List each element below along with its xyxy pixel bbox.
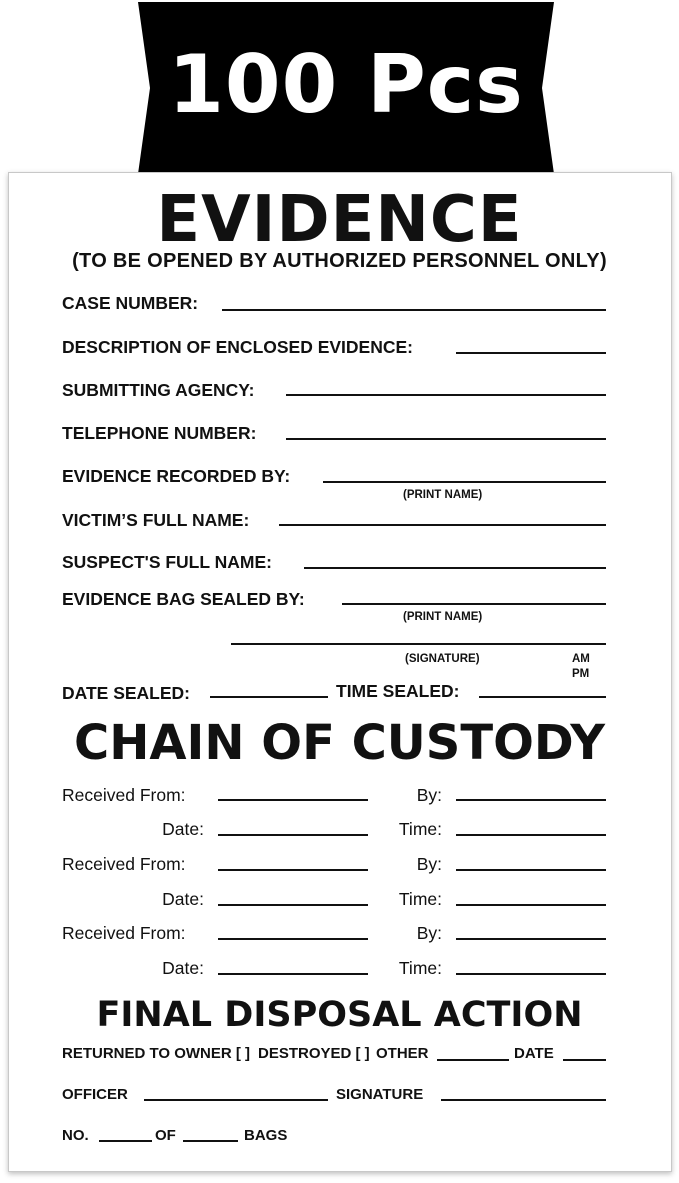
- description-line[interactable]: [456, 352, 606, 354]
- bag-total-line[interactable]: [183, 1140, 238, 1142]
- time-label-1: Time:: [398, 819, 442, 839]
- victim-line[interactable]: [279, 524, 606, 526]
- time-sealed-label: TIME SEALED:: [336, 681, 460, 701]
- description-label: DESCRIPTION OF ENCLOSED EVIDENCE:: [62, 337, 414, 357]
- case-number-label: CASE NUMBER:: [62, 293, 199, 313]
- suspect-line[interactable]: [304, 567, 606, 569]
- by-line-1[interactable]: [456, 799, 606, 801]
- signature-label: SIGNATURE: [336, 1086, 424, 1103]
- received-from-line-3[interactable]: [218, 938, 368, 940]
- received-from-label-3: Received From:: [62, 923, 186, 943]
- sealed-by-label: EVIDENCE BAG SEALED BY:: [62, 589, 305, 609]
- officer-label: OFFICER: [62, 1086, 128, 1103]
- no-label: NO.: [62, 1127, 89, 1144]
- time-line-1[interactable]: [456, 834, 606, 836]
- recorded-by-label: EVIDENCE RECORDED BY:: [62, 466, 291, 486]
- disposal-date-label: DATE: [514, 1045, 554, 1062]
- other-label: OTHER: [376, 1045, 429, 1062]
- agency-line[interactable]: [286, 394, 606, 396]
- signature-line[interactable]: [231, 643, 606, 645]
- telephone-label: TELEPHONE NUMBER:: [62, 423, 257, 443]
- case-number-line[interactable]: [222, 309, 606, 311]
- label-title: EVIDENCE: [156, 183, 523, 257]
- sealed-by-print-name-hint: (PRINT NAME): [403, 611, 483, 623]
- disposal-date-line[interactable]: [563, 1059, 606, 1061]
- label-subtitle: (TO BE OPENED BY AUTHORIZED PERSONNEL ONLY): [72, 250, 607, 272]
- date-sealed-label: DATE SEALED:: [62, 683, 191, 703]
- date-label-3: Date:: [162, 958, 204, 978]
- by-line-3[interactable]: [456, 938, 606, 940]
- time-label-3: Time:: [398, 958, 442, 978]
- banner-text: 100 Pcs: [168, 38, 524, 131]
- am-marker: AM: [572, 653, 590, 665]
- bags-label: BAGS: [244, 1127, 288, 1144]
- date-label-1: Date:: [162, 819, 204, 839]
- chain-of-custody-heading: CHAIN OF CUSTODY: [73, 715, 606, 771]
- date-sealed-line[interactable]: [210, 696, 328, 698]
- officer-line[interactable]: [144, 1099, 328, 1101]
- final-disposal-heading: FINAL DISPOSAL ACTION: [96, 995, 583, 1035]
- time-sealed-line[interactable]: [479, 696, 606, 698]
- date-line-1[interactable]: [218, 834, 368, 836]
- returned-to-owner-checkbox[interactable]: RETURNED TO OWNER [ ]: [62, 1045, 251, 1062]
- date-line-2[interactable]: [218, 904, 368, 906]
- victim-label: VICTIM’S FULL NAME:: [62, 510, 250, 530]
- time-line-2[interactable]: [456, 904, 606, 906]
- suspect-label: SUSPECT'S FULL NAME:: [62, 552, 272, 572]
- time-label-2: Time:: [398, 889, 442, 909]
- received-from-label-1: Received From:: [62, 785, 186, 805]
- recorded-by-line[interactable]: [323, 481, 606, 483]
- signature-hint: (SIGNATURE): [405, 653, 480, 665]
- by-label-2: By:: [416, 854, 442, 874]
- of-label: OF: [155, 1127, 176, 1144]
- disposal-signature-line[interactable]: [441, 1099, 606, 1101]
- recorded-by-print-name-hint: (PRINT NAME): [403, 489, 483, 501]
- sealed-by-line[interactable]: [342, 603, 606, 605]
- telephone-line[interactable]: [286, 438, 606, 440]
- date-label-2: Date:: [162, 889, 204, 909]
- pm-marker: PM: [572, 668, 590, 680]
- by-label-3: By:: [416, 923, 442, 943]
- date-line-3[interactable]: [218, 973, 368, 975]
- agency-label: SUBMITTING AGENCY:: [62, 380, 255, 400]
- bag-number-line[interactable]: [99, 1140, 152, 1142]
- received-from-line-1[interactable]: [218, 799, 368, 801]
- received-from-label-2: Received From:: [62, 854, 186, 874]
- by-label-1: By:: [416, 785, 442, 805]
- other-line[interactable]: [437, 1059, 509, 1061]
- received-from-line-2[interactable]: [218, 869, 368, 871]
- by-line-2[interactable]: [456, 869, 606, 871]
- destroyed-checkbox[interactable]: DESTROYED [ ]: [258, 1045, 370, 1062]
- time-line-3[interactable]: [456, 973, 606, 975]
